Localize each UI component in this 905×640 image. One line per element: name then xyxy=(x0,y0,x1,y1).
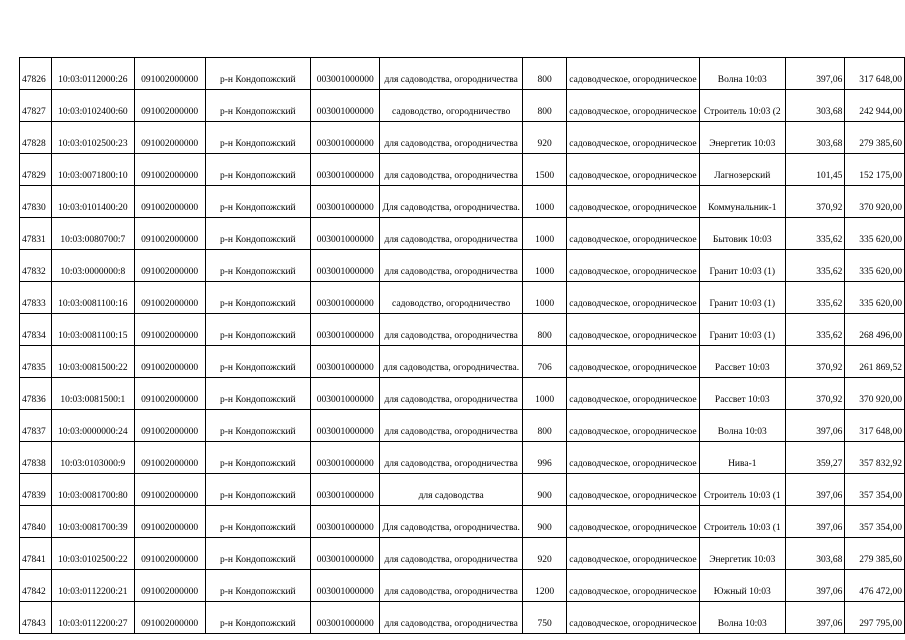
cadastral-value-cell: 268 496,00 xyxy=(845,314,905,346)
okato-code-cell: 091002000000 xyxy=(134,570,205,602)
partnership-name-cell: Бытовик 10:03 xyxy=(699,218,785,250)
permitted-use-cell: для садоводства, огородничества xyxy=(380,218,522,250)
land-category-cell: садоводческое, огородническое xyxy=(567,90,699,122)
table-row xyxy=(20,346,905,378)
land-registry-table xyxy=(19,57,905,634)
permitted-use-cell: садоводство, огородничество xyxy=(380,90,522,122)
record-id-cell: 47838 xyxy=(20,442,52,474)
unit-price-cell: 335,62 xyxy=(785,314,844,346)
permitted-use-cell: для садоводства, огородничества xyxy=(380,410,522,442)
record-id-cell: 47830 xyxy=(20,186,52,218)
district-cell: р-н Кондопожский xyxy=(205,58,311,90)
cadastral-number-cell: 10:03:0103000:9 xyxy=(51,442,134,474)
land-category-cell: садоводческое, огородническое xyxy=(567,154,699,186)
land-category-cell: садоводческое, огородническое xyxy=(567,378,699,410)
cadastral-number-cell: 10:03:0081100:16 xyxy=(51,282,134,314)
unit-price-cell: 303,68 xyxy=(785,90,844,122)
district-cell: р-н Кондопожский xyxy=(205,378,311,410)
land-category-cell: садоводческое, огородническое xyxy=(567,410,699,442)
area-cell: 750 xyxy=(522,602,566,634)
district-cell: р-н Кондопожский xyxy=(205,250,311,282)
table-row xyxy=(20,218,905,250)
cadastral-number-cell: 10:03:0081100:15 xyxy=(51,314,134,346)
area-cell: 800 xyxy=(522,90,566,122)
cadastral-value-cell: 370 920,00 xyxy=(845,378,905,410)
permitted-use-cell: для садоводства, огородничества xyxy=(380,122,522,154)
partnership-name-cell: Южный 10:03 xyxy=(699,570,785,602)
cadastral-number-cell: 10:03:0112200:27 xyxy=(51,602,134,634)
cadastral-value-cell: 261 869,52 xyxy=(845,346,905,378)
land-category-cell: садоводческое, огородническое xyxy=(567,58,699,90)
land-category-cell: садоводческое, огородническое xyxy=(567,282,699,314)
land-category-cell: садоводческое, огородническое xyxy=(567,314,699,346)
cadastral-number-cell: 10:03:0102500:23 xyxy=(51,122,134,154)
record-id-cell: 47835 xyxy=(20,346,52,378)
permitted-use-cell: садоводство, огородничество xyxy=(380,282,522,314)
unit-price-cell: 397,06 xyxy=(785,58,844,90)
oktmo-code-cell: 003001000000 xyxy=(311,346,380,378)
area-cell: 1500 xyxy=(522,154,566,186)
district-cell: р-н Кондопожский xyxy=(205,186,311,218)
table-row xyxy=(20,186,905,218)
okato-code-cell: 091002000000 xyxy=(134,314,205,346)
permitted-use-cell: для садоводства, огородничества xyxy=(380,154,522,186)
cadastral-number-cell: 10:03:0081500:1 xyxy=(51,378,134,410)
okato-code-cell: 091002000000 xyxy=(134,218,205,250)
area-cell: 900 xyxy=(522,474,566,506)
oktmo-code-cell: 003001000000 xyxy=(311,378,380,410)
table-row xyxy=(20,90,905,122)
partnership-name-cell: Гранит 10:03 (1) xyxy=(699,282,785,314)
cadastral-value-cell: 335 620,00 xyxy=(845,218,905,250)
table-row xyxy=(20,602,905,634)
area-cell: 800 xyxy=(522,58,566,90)
partnership-name-cell: Нива-1 xyxy=(699,442,785,474)
unit-price-cell: 397,06 xyxy=(785,602,844,634)
record-id-cell: 47843 xyxy=(20,602,52,634)
area-cell: 1000 xyxy=(522,186,566,218)
unit-price-cell: 397,06 xyxy=(785,570,844,602)
district-cell: р-н Кондопожский xyxy=(205,442,311,474)
unit-price-cell: 303,68 xyxy=(785,122,844,154)
land-category-cell: садоводческое, огородническое xyxy=(567,602,699,634)
table-row xyxy=(20,282,905,314)
cadastral-number-cell: 10:03:0102500:22 xyxy=(51,538,134,570)
unit-price-cell: 335,62 xyxy=(785,218,844,250)
land-category-cell: садоводческое, огородническое xyxy=(567,346,699,378)
district-cell: р-н Кондопожский xyxy=(205,122,311,154)
okato-code-cell: 091002000000 xyxy=(134,186,205,218)
district-cell: р-н Кондопожский xyxy=(205,90,311,122)
partnership-name-cell: Гранит 10:03 (1) xyxy=(699,314,785,346)
okato-code-cell: 091002000000 xyxy=(134,154,205,186)
partnership-name-cell: Энергетик 10:03 xyxy=(699,122,785,154)
land-category-cell: садоводческое, огородническое xyxy=(567,474,699,506)
oktmo-code-cell: 003001000000 xyxy=(311,314,380,346)
oktmo-code-cell: 003001000000 xyxy=(311,58,380,90)
cadastral-number-cell: 10:03:0081700:39 xyxy=(51,506,134,538)
cadastral-value-cell: 357 832,92 xyxy=(845,442,905,474)
table-row xyxy=(20,506,905,538)
permitted-use-cell: Для садоводства, огородничества. xyxy=(380,506,522,538)
district-cell: р-н Кондопожский xyxy=(205,410,311,442)
record-id-cell: 47826 xyxy=(20,58,52,90)
cadastral-value-cell: 357 354,00 xyxy=(845,474,905,506)
okato-code-cell: 091002000000 xyxy=(134,90,205,122)
land-category-cell: садоводческое, огородническое xyxy=(567,570,699,602)
table-row xyxy=(20,570,905,602)
permitted-use-cell: для садоводства, огородничества. xyxy=(380,346,522,378)
area-cell: 1000 xyxy=(522,282,566,314)
table-row xyxy=(20,154,905,186)
partnership-name-cell: Строитель 10:03 (1 xyxy=(699,506,785,538)
unit-price-cell: 397,06 xyxy=(785,410,844,442)
district-cell: р-н Кондопожский xyxy=(205,218,311,250)
unit-price-cell: 370,92 xyxy=(785,186,844,218)
area-cell: 1200 xyxy=(522,570,566,602)
area-cell: 706 xyxy=(522,346,566,378)
table-row xyxy=(20,410,905,442)
partnership-name-cell: Волна 10:03 xyxy=(699,410,785,442)
okato-code-cell: 091002000000 xyxy=(134,346,205,378)
cadastral-value-cell: 297 795,00 xyxy=(845,602,905,634)
cadastral-value-cell: 317 648,00 xyxy=(845,410,905,442)
partnership-name-cell: Энергетик 10:03 xyxy=(699,538,785,570)
land-category-cell: садоводческое, огородническое xyxy=(567,506,699,538)
district-cell: р-н Кондопожский xyxy=(205,538,311,570)
table-row xyxy=(20,474,905,506)
land-category-cell: садоводческое, огородническое xyxy=(567,250,699,282)
land-category-cell: садоводческое, огородническое xyxy=(567,218,699,250)
unit-price-cell: 370,92 xyxy=(785,346,844,378)
partnership-name-cell: Строитель 10:03 (1 xyxy=(699,474,785,506)
permitted-use-cell: для садоводства, огородничества xyxy=(380,570,522,602)
record-id-cell: 47827 xyxy=(20,90,52,122)
table-row xyxy=(20,442,905,474)
cadastral-value-cell: 279 385,60 xyxy=(845,122,905,154)
area-cell: 996 xyxy=(522,442,566,474)
area-cell: 800 xyxy=(522,314,566,346)
okato-code-cell: 091002000000 xyxy=(134,442,205,474)
okato-code-cell: 091002000000 xyxy=(134,474,205,506)
district-cell: р-н Кондопожский xyxy=(205,602,311,634)
cadastral-number-cell: 10:03:0102400:60 xyxy=(51,90,134,122)
permitted-use-cell: для садоводства, огородничества xyxy=(380,378,522,410)
cadastral-value-cell: 370 920,00 xyxy=(845,186,905,218)
area-cell: 1000 xyxy=(522,218,566,250)
permitted-use-cell: для садоводства, огородничества xyxy=(380,314,522,346)
permitted-use-cell: Для садоводства, огородничества. xyxy=(380,186,522,218)
district-cell: р-н Кондопожский xyxy=(205,506,311,538)
land-category-cell: садоводческое, огородническое xyxy=(567,186,699,218)
cadastral-number-cell: 10:03:0112200:21 xyxy=(51,570,134,602)
record-id-cell: 47837 xyxy=(20,410,52,442)
cadastral-value-cell: 335 620,00 xyxy=(845,282,905,314)
okato-code-cell: 091002000000 xyxy=(134,410,205,442)
cadastral-number-cell: 10:03:0081500:22 xyxy=(51,346,134,378)
unit-price-cell: 101,45 xyxy=(785,154,844,186)
oktmo-code-cell: 003001000000 xyxy=(311,186,380,218)
cadastral-value-cell: 242 944,00 xyxy=(845,90,905,122)
record-id-cell: 47831 xyxy=(20,218,52,250)
cadastral-value-cell: 476 472,00 xyxy=(845,570,905,602)
cadastral-number-cell: 10:03:0101400:20 xyxy=(51,186,134,218)
record-id-cell: 47834 xyxy=(20,314,52,346)
table-row xyxy=(20,122,905,154)
cadastral-value-cell: 279 385,60 xyxy=(845,538,905,570)
unit-price-cell: 359,27 xyxy=(785,442,844,474)
partnership-name-cell: Волна 10:03 xyxy=(699,602,785,634)
record-id-cell: 47832 xyxy=(20,250,52,282)
district-cell: р-н Кондопожский xyxy=(205,346,311,378)
okato-code-cell: 091002000000 xyxy=(134,538,205,570)
oktmo-code-cell: 003001000000 xyxy=(311,538,380,570)
area-cell: 1000 xyxy=(522,250,566,282)
district-cell: р-н Кондопожский xyxy=(205,314,311,346)
unit-price-cell: 397,06 xyxy=(785,506,844,538)
partnership-name-cell: Лагнозерский xyxy=(699,154,785,186)
cadastral-value-cell: 357 354,00 xyxy=(845,506,905,538)
permitted-use-cell: для садоводства, огородничества xyxy=(380,250,522,282)
cadastral-number-cell: 10:03:0081700:80 xyxy=(51,474,134,506)
area-cell: 1000 xyxy=(522,378,566,410)
cadastral-number-cell: 10:03:0000000:8 xyxy=(51,250,134,282)
unit-price-cell: 370,92 xyxy=(785,378,844,410)
record-id-cell: 47833 xyxy=(20,282,52,314)
record-id-cell: 47840 xyxy=(20,506,52,538)
area-cell: 900 xyxy=(522,506,566,538)
district-cell: р-н Кондопожский xyxy=(205,570,311,602)
district-cell: р-н Кондопожский xyxy=(205,282,311,314)
cadastral-number-cell: 10:03:0080700:7 xyxy=(51,218,134,250)
partnership-name-cell: Рассвет 10:03 xyxy=(699,378,785,410)
partnership-name-cell: Волна 10:03 xyxy=(699,58,785,90)
table-row xyxy=(20,314,905,346)
area-cell: 800 xyxy=(522,410,566,442)
permitted-use-cell: для садоводства, огородничества xyxy=(380,602,522,634)
oktmo-code-cell: 003001000000 xyxy=(311,218,380,250)
record-id-cell: 47828 xyxy=(20,122,52,154)
permitted-use-cell: для садоводства, огородничества xyxy=(380,442,522,474)
record-id-cell: 47839 xyxy=(20,474,52,506)
area-cell: 920 xyxy=(522,538,566,570)
unit-price-cell: 303,68 xyxy=(785,538,844,570)
cadastral-value-cell: 317 648,00 xyxy=(845,58,905,90)
oktmo-code-cell: 003001000000 xyxy=(311,506,380,538)
unit-price-cell: 397,06 xyxy=(785,474,844,506)
oktmo-code-cell: 003001000000 xyxy=(311,282,380,314)
record-id-cell: 47836 xyxy=(20,378,52,410)
oktmo-code-cell: 003001000000 xyxy=(311,122,380,154)
cadastral-number-cell: 10:03:0000000:24 xyxy=(51,410,134,442)
permitted-use-cell: для садоводства xyxy=(380,474,522,506)
oktmo-code-cell: 003001000000 xyxy=(311,250,380,282)
unit-price-cell: 335,62 xyxy=(785,250,844,282)
oktmo-code-cell: 003001000000 xyxy=(311,602,380,634)
permitted-use-cell: для садоводства, огородничества xyxy=(380,58,522,90)
table-row xyxy=(20,58,905,90)
record-id-cell: 47842 xyxy=(20,570,52,602)
okato-code-cell: 091002000000 xyxy=(134,250,205,282)
okato-code-cell: 091002000000 xyxy=(134,506,205,538)
cadastral-value-cell: 335 620,00 xyxy=(845,250,905,282)
table-row xyxy=(20,378,905,410)
partnership-name-cell: Коммунальник-1 xyxy=(699,186,785,218)
okato-code-cell: 091002000000 xyxy=(134,378,205,410)
oktmo-code-cell: 003001000000 xyxy=(311,154,380,186)
partnership-name-cell: Рассвет 10:03 xyxy=(699,346,785,378)
table-row xyxy=(20,250,905,282)
district-cell: р-н Кондопожский xyxy=(205,474,311,506)
okato-code-cell: 091002000000 xyxy=(134,282,205,314)
record-id-cell: 47829 xyxy=(20,154,52,186)
oktmo-code-cell: 003001000000 xyxy=(311,570,380,602)
cadastral-number-cell: 10:03:0112000:26 xyxy=(51,58,134,90)
permitted-use-cell: для садоводства, огородничества xyxy=(380,538,522,570)
oktmo-code-cell: 003001000000 xyxy=(311,442,380,474)
oktmo-code-cell: 003001000000 xyxy=(311,474,380,506)
district-cell: р-н Кондопожский xyxy=(205,154,311,186)
table-row xyxy=(20,538,905,570)
cadastral-value-cell: 152 175,00 xyxy=(845,154,905,186)
unit-price-cell: 335,62 xyxy=(785,282,844,314)
land-category-cell: садоводческое, огородническое xyxy=(567,122,699,154)
okato-code-cell: 091002000000 xyxy=(134,602,205,634)
partnership-name-cell: Гранит 10:03 (1) xyxy=(699,250,785,282)
record-id-cell: 47841 xyxy=(20,538,52,570)
partnership-name-cell: Строитель 10:03 (2 xyxy=(699,90,785,122)
okato-code-cell: 091002000000 xyxy=(134,122,205,154)
land-category-cell: садоводческое, огородническое xyxy=(567,442,699,474)
oktmo-code-cell: 003001000000 xyxy=(311,410,380,442)
land-category-cell: садоводческое, огородническое xyxy=(567,538,699,570)
oktmo-code-cell: 003001000000 xyxy=(311,90,380,122)
cadastral-number-cell: 10:03:0071800:10 xyxy=(51,154,134,186)
area-cell: 920 xyxy=(522,122,566,154)
okato-code-cell: 091002000000 xyxy=(134,58,205,90)
table-body xyxy=(20,58,905,634)
